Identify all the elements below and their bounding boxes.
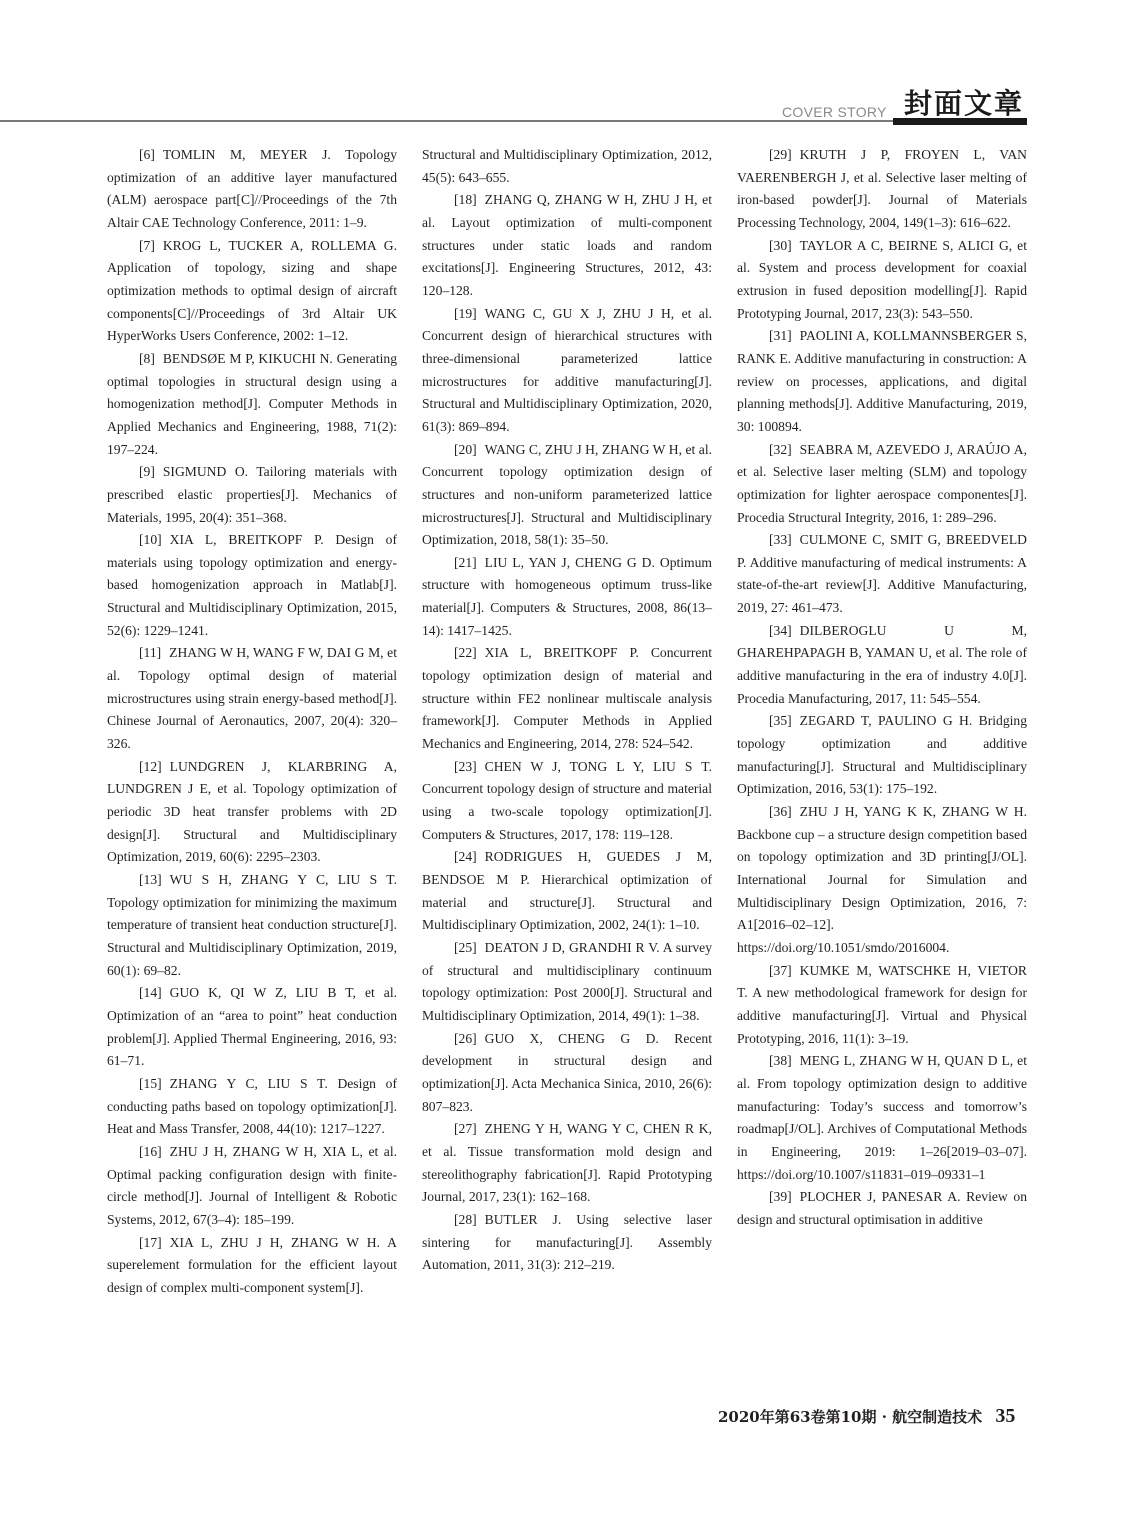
reference-text: ZHENG Y H, WANG Y C, CHEN R K, et al. Tissue transformation mold design and stereolithography fabrication[J]. Rapid Prototyping Journal, 2017, 23(1): 162–168. bbox=[422, 1121, 712, 1205]
reference-text: XIA L, ZHU J H, ZHANG W H. A superelement formulation for the efficient layout design of complex multi-component system[J]. bbox=[107, 1234, 397, 1295]
reference-number: [13] bbox=[139, 872, 162, 887]
reference-number: [16] bbox=[139, 1143, 162, 1159]
reference-number: [22] bbox=[454, 645, 477, 661]
reference-text: BENDSØE M P, KIKUCHI N. Generating optimal topologies in structural design using a homogenization method[J]. Computer Methods in Applied Mechanics and Engineering, 1988, 71(2): 197–224. bbox=[107, 350, 397, 457]
reference-number: [9] bbox=[139, 464, 155, 480]
reference-entry bbox=[422, 1209, 712, 1277]
reference-entry bbox=[107, 642, 397, 755]
reference-text: WU S H, ZHANG Y C, LIU S T. Topology optimization for minimizing the maximum temperature of transient heat conduction structure[J]. Structural and Multidisciplinary Optimization, 2019, 60(1): 69–82. bbox=[107, 872, 397, 978]
reference-text: XIA L, BREITKOPF P. Concurrent topology optimization design of material and structure within FE2 nonlinear multiscale analysis framework[J]. Computer Methods in Applied Mechanics and Engineering, 2014, 278: 524–542. bbox=[422, 645, 712, 752]
reference-number: [33] bbox=[769, 532, 792, 548]
reference-entry bbox=[422, 439, 712, 552]
header-rule bbox=[0, 120, 905, 122]
reference-entry bbox=[107, 1232, 397, 1300]
reference-text: CULMONE C, SMIT G, BREEDVELD P. Additive manufacturing of medical instruments: A state-of-the-art review[J]. Additive Manufacturing, 2019, 27: 461–473. bbox=[737, 532, 1027, 616]
reference-number: [29] bbox=[769, 147, 792, 162]
reference-entry bbox=[422, 642, 712, 755]
reference-text: SIGMUND O. Tailoring materials with prescribed elastic properties[J]. Mechanics of Materials, 1995, 20(4): 351–368. bbox=[107, 464, 397, 525]
page-number: 35 bbox=[995, 1405, 1016, 1427]
page-footer bbox=[718, 1405, 1015, 1428]
reference-entry bbox=[737, 1186, 1027, 1231]
reference-text: ZHU J H, ZHANG W H, XIA L, et al. Optimal packing configuration design with finite-circle method[J]. Journal of Intelligent & Robotic Systems, 2012, 67(3–4): 185–199. bbox=[107, 1143, 397, 1227]
reference-text: GUO X, CHENG G D. Recent development in structural design and optimization[J]. Acta Mechanica Sinica, 2010, 26(6): 807–823. bbox=[422, 1030, 712, 1114]
reference-entry bbox=[422, 937, 712, 1028]
reference-entry bbox=[422, 846, 712, 937]
reference-number: [28] bbox=[454, 1211, 477, 1227]
reference-continuation: Structural and Multidisciplinary Optimization, 2012, 45(5): 643–655. bbox=[422, 147, 712, 185]
reference-number: [17] bbox=[139, 1234, 162, 1250]
reference-number: [39] bbox=[769, 1189, 792, 1205]
section-label-zh: 封面文章 bbox=[904, 87, 1025, 120]
reference-entry bbox=[107, 529, 397, 642]
reference-text: DEATON J D, GRANDHI R V. A survey of structural and multidisciplinary continuum topology optimization: Post 2000[J]. Structural and Multidisciplinary Optimization, 2014, 49(1): 1–38. bbox=[422, 939, 712, 1023]
reference-number: [18] bbox=[454, 192, 477, 208]
reference-number: [35] bbox=[769, 713, 792, 729]
reference-number: [38] bbox=[769, 1053, 792, 1069]
reference-entry bbox=[737, 144, 1027, 235]
reference-text: GUO K, QI W Z, LIU B T, et al. Optimization of an “area to point” heat conduction problem[J]. Applied Thermal Engineering, 2016, 93: 61–71. bbox=[107, 985, 397, 1069]
reference-text: WANG C, ZHU J H, ZHANG W H, et al. Concurrent topology optimization design of structures and non-uniform parameterized lattice microstructures[J]. Structural and Multidisciplinary Optimization, 2018, 58(1): 35–50. bbox=[422, 441, 712, 548]
reference-number: [6] bbox=[139, 147, 155, 162]
reference-number: [7] bbox=[139, 237, 155, 253]
reference-number: [20] bbox=[454, 441, 477, 457]
reference-entry bbox=[107, 869, 397, 982]
reference-number: [11] bbox=[139, 645, 162, 661]
reference-entry bbox=[107, 756, 397, 869]
reference-number: [8] bbox=[139, 350, 155, 366]
reference-number: [23] bbox=[454, 758, 477, 774]
reference-text: ZHANG Q, ZHANG W H, ZHU J H, et al. Layout optimization of multi-component structures under static loads and random excitations[J]. Engineering Structures, 2012, 43: 120–128. bbox=[422, 192, 712, 298]
reference-number: [26] bbox=[454, 1030, 477, 1046]
reference-text: DILBEROGLU U M, GHAREHPAPAGH B, YAMAN U, et al. The role of additive manufacturing in the era of industry 4.0[J]. Procedia Manufacturing, 2017, 11: 545–554. bbox=[737, 622, 1027, 706]
reference-number: [30] bbox=[769, 237, 792, 253]
reference-number: [31] bbox=[769, 328, 792, 344]
reference-number: [25] bbox=[454, 939, 477, 955]
reference-text: ZHANG Y C, LIU S T. Design of conducting paths based on topology optimization[J]. Heat and Mass Transfer, 2008, 44(10): 1217–1227. bbox=[107, 1075, 397, 1137]
reference-entry bbox=[422, 189, 712, 302]
reference-entry bbox=[107, 461, 397, 529]
reference-text: KROG L, TUCKER A, ROLLEMA G. Application of topology, sizing and shape optimization methods to optimal design of aircraft components[C]//Proceedings of 3rd Altair UK HyperWorks Users Conference, 2002: 1–12. bbox=[107, 237, 397, 344]
reference-text: BUTLER J. Using selective laser sintering for manufacturing[J]. Assembly Automation, 2011, 31(3): 212–219. bbox=[422, 1211, 712, 1273]
reference-text: XIA L, BREITKOPF P. Design of materials using topology optimization and energy-based homogenization approach in Matlab[J]. Structural and Multidisciplinary Optimization, 2015, 52(6): 1229–1241. bbox=[107, 532, 397, 638]
reference-entry bbox=[737, 235, 1027, 326]
reference-entry bbox=[737, 1050, 1027, 1186]
reference-text: KUMKE M, WATSCHKE H, VIETOR T. A new methodological framework for design for additive manufacturing[J]. Virtual and Physical Prototyping, 2016, 11(1): 3–19. bbox=[737, 962, 1027, 1046]
reference-text: LUNDGREN J, KLARBRING A, LUNDGREN J E, et al. Topology optimization of periodic 3D heat transfer problems with 2D design[J]. Structural and Multidisciplinary Optimization, 2019, 60(6): 2295–2303. bbox=[107, 758, 397, 865]
reference-entry bbox=[422, 1028, 712, 1119]
reference-text: TAYLOR A C, BEIRNE S, ALICI G, et al. System and process development for coaxial extrusion in fused deposition modelling[J]. Rapid Prototyping Journal, 2017, 23(3): 543–550. bbox=[737, 237, 1027, 321]
reference-entry bbox=[107, 235, 397, 348]
reference-text: ZHANG W H, WANG F W, DAI G M, et al. Topology optimal design of material microstructures using strain energy-based method[J]. Chinese Journal of Aeronautics, 2007, 20(4): 320–326. bbox=[107, 645, 397, 752]
reference-text: ZEGARD T, PAULINO G H. Bridging topology optimization and additive manufacturing[J]. Structural and Multidisciplinary Optimization, 2016, 53(1): 175–192. bbox=[737, 713, 1027, 797]
reference-entry bbox=[422, 552, 712, 643]
reference-text: CHEN W J, TONG L Y, LIU S T. Concurrent topology design of structure and material using a two-scale topology optimization[J]. Computers & Structures, 2017, 178: 119–128. bbox=[422, 758, 712, 842]
reference-number: [27] bbox=[454, 1121, 477, 1137]
reference-text: TOMLIN M, MEYER J. Topology optimization of an additive layer manufactured (ALM) aerospace part[C]//Proceedings of the 7th Altair CAE Technology Conference, 2011: 1–9. bbox=[107, 147, 397, 230]
reference-number: [24] bbox=[454, 849, 477, 865]
reference-number: [34] bbox=[769, 622, 792, 638]
reference-number: [14] bbox=[139, 985, 162, 1001]
reference-number: [12] bbox=[139, 758, 162, 774]
reference-text: SEABRA M, AZEVEDO J, ARAÚJO A, et al. Selective laser melting (SLM) and topology optimization for lighter aerospace componentes[J]. Procedia Structural Integrity, 2016, 1: 289–296. bbox=[737, 441, 1027, 525]
reference-entry bbox=[737, 710, 1027, 801]
reference-entry bbox=[737, 801, 1027, 960]
reference-entry bbox=[737, 439, 1027, 530]
reference-entry bbox=[737, 529, 1027, 620]
reference-entry bbox=[107, 982, 397, 1073]
reference-entry bbox=[737, 325, 1027, 438]
reference-entry bbox=[107, 1141, 397, 1232]
reference-number: [21] bbox=[454, 554, 477, 570]
reference-entry bbox=[737, 620, 1027, 711]
reference-text: ZHU J H, YANG K K, ZHANG W H. Backbone cup – a structure design competition based on topology optimization and 3D printing[J/OL]. International Journal for Simulation and Multidisciplinary Design Optimization, 2016, 7: A1[2016–02–12]. https://doi.org/10.1051/smdo/2016004. bbox=[737, 804, 1027, 955]
reference-text: PLOCHER J, PANESAR A. Review on design and structural optimisation in additive bbox=[737, 1189, 1027, 1227]
reference-entry bbox=[107, 1073, 397, 1141]
reference-entry bbox=[737, 960, 1027, 1051]
reference-column-3 bbox=[737, 144, 1027, 1232]
reference-text: RODRIGUES H, GUEDES J M, BENDSOE M P. Hierarchical optimization of material and structure[J]. Structural and Multidisciplinary Optimization, 2002, 24(1): 1–10. bbox=[422, 849, 712, 933]
reference-text: WANG C, GU X J, ZHU J H, et al. Concurrent design of hierarchical structures with three-dimensional parameterized lattice microstructures for additive manufacturing[J]. Structural and Multidisciplinary Optimization, 2020, 61(3): 869–894. bbox=[422, 305, 712, 434]
reference-entry bbox=[107, 144, 397, 235]
reference-number: [36] bbox=[769, 804, 792, 820]
reference-entry bbox=[422, 1118, 712, 1209]
reference-number: [10] bbox=[139, 532, 162, 548]
journal-issue: 2020年第63卷第10期 · 航空制造技术 bbox=[718, 1408, 983, 1426]
section-label-en: COVER STORY bbox=[782, 104, 887, 120]
reference-entry bbox=[422, 756, 712, 847]
reference-entry bbox=[422, 303, 712, 439]
reference-number: [19] bbox=[454, 305, 477, 321]
reference-number: [32] bbox=[769, 441, 792, 457]
reference-column-1 bbox=[107, 144, 397, 1299]
reference-entry bbox=[107, 348, 397, 461]
reference-text: MENG L, ZHANG W H, QUAN D L, et al. From topology optimization design to additive manufacturing: Today’s success and tomorrow’s roadmap[J/OL]. Archives of Computational Methods in Engineering, 2019: 1–26[2019–03–07]. https://doi.org/10.1007/s11831–019–09331–1 bbox=[737, 1053, 1027, 1182]
reference-number: [37] bbox=[769, 962, 792, 978]
reference-text: PAOLINI A, KOLLMANNSBERGER S, RANK E. Additive manufacturing in construction: A review on processes, applications, and digital planning methods[J]. Additive Manufacturing, 2019, 30: 100894. bbox=[737, 328, 1027, 434]
reference-text: LIU L, YAN J, CHENG G D. Optimum structure with homogeneous optimum truss-like material[J]. Computers & Structures, 2008, 86(13–14): 1417–1425. bbox=[422, 554, 712, 638]
reference-text: KRUTH J P, FROYEN L, VAN VAERENBERGH J, et al. Selective laser melting of iron-based powder[J]. Journal of Materials Processing Technology, 2004, 149(1–3): 616–622. bbox=[737, 147, 1027, 230]
reference-number: [15] bbox=[139, 1075, 162, 1091]
reference-column-2 bbox=[422, 144, 712, 1277]
